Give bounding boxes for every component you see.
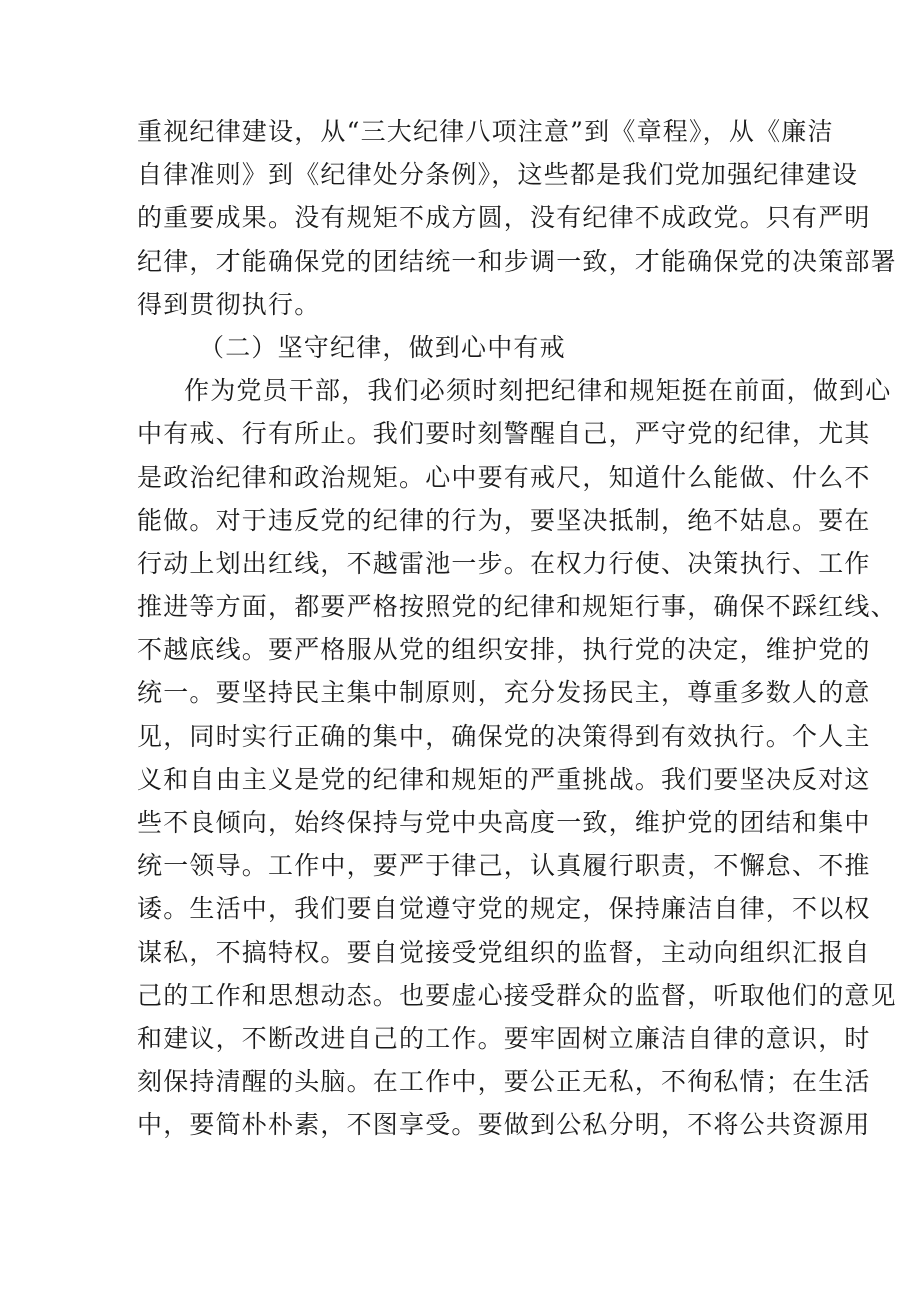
text-line: 中有戒、行有所止。我们要时刻警醒自己，严守党的纪律，尤其 <box>137 419 871 449</box>
text-line: 刻保持清醒的头脑。在工作中，要公正无私，不徇私情；在生活 <box>137 1067 871 1097</box>
text-line: 行动上划出红线，不越雷池一步。在权力行使、决策执行、工作 <box>137 548 871 578</box>
text-line: 和建议，不断改进自己的工作。要牢固树立廉洁自律的意识，时 <box>137 1023 871 1053</box>
section-heading: （二）坚守纪律，做到心中有戒 <box>199 332 566 362</box>
text-line: 诿。生活中，我们要自觉遵守党的规定，保持廉洁自律，不以权 <box>137 894 871 924</box>
text-line: 见，同时实行正确的集中，确保党的决策得到有效执行。个人主 <box>137 721 871 751</box>
text-line: 谋私，不搞特权。要自觉接受党组织的监督，主动向组织汇报自 <box>137 937 871 967</box>
text-line: 义和自由主义是党的纪律和规矩的严重挑战。我们要坚决反对这 <box>137 764 871 794</box>
text-line: 统一领导。工作中，要严于律己，认真履行职责，不懈怠、不推 <box>137 851 871 881</box>
text-line: 重视纪律建设，从“三大纪律八项注意”到《章程》，从《廉洁 <box>137 117 834 146</box>
text-line: 统一。要坚持民主集中制原则，充分发扬民主，尊重多数人的意 <box>137 678 871 708</box>
text-line: 得到贯彻执行。 <box>137 289 321 319</box>
text-line: 些不良倾向，始终保持与党中央高度一致，维护党的团结和集中 <box>137 808 871 837</box>
text-line: 纪律，才能确保党的团结统一和步调一致，才能确保党的决策部署 <box>137 246 897 276</box>
paragraph-keep-discipline <box>137 369 897 1146</box>
document-body <box>137 110 897 1147</box>
text-line: 中，要简朴朴素，不图享受。要做到公私分明，不将公共资源用 <box>137 1110 871 1140</box>
text-line: 作为党员干部，我们必须时刻把纪律和规矩挺在前面，做到心 <box>184 376 892 406</box>
text-line: 的重要成果。没有规矩不成方圆，没有纪律不成政党。只有严明 <box>137 203 871 233</box>
text-line: 能做。对于违反党的纪律的行为，要坚决抵制，绝不姑息。要在 <box>137 505 871 535</box>
text-line: 己的工作和思想动态。也要虚心接受群众的监督，听取他们的意见 <box>137 980 897 1010</box>
text-line: 是政治纪律和政治规矩。心中要有戒尺，知道什么能做、什么不 <box>137 462 871 492</box>
text-line: 不越底线。要严格服从党的组织安排，执行党的决定，维护党的 <box>137 635 871 665</box>
paragraph-discipline-building <box>137 110 897 326</box>
text-line: 自律准则》到《纪律处分条例》，这些都是我们党加强纪律建设 <box>137 160 859 190</box>
text-line: 推进等方面，都要严格按照党的纪律和规矩行事，确保不踩红线、 <box>137 592 897 622</box>
